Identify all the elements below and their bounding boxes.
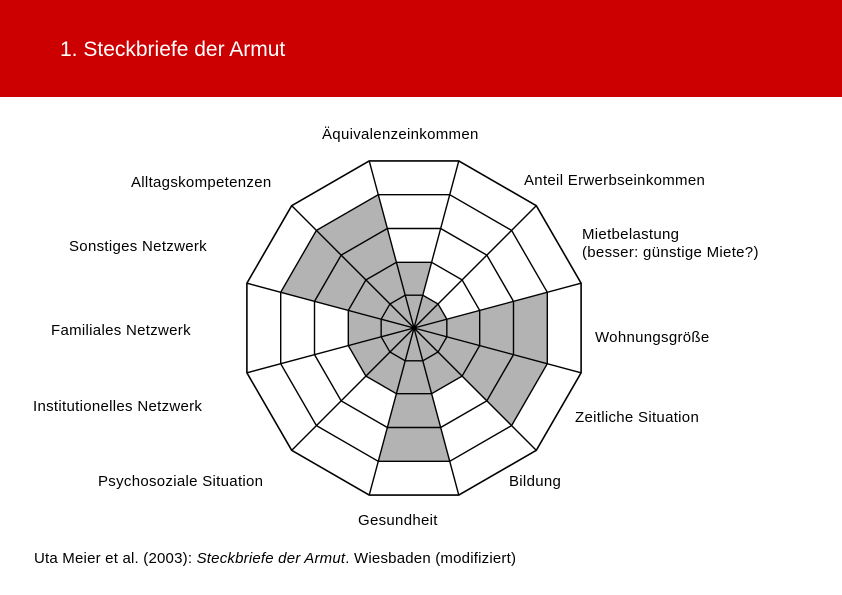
axis-label-gesundheit: Gesundheit: [358, 512, 438, 529]
axis-label-bildung: Bildung: [509, 473, 562, 490]
axis-label-sonstiges-netzwerk: Sonstiges Netzwerk: [69, 238, 207, 255]
axis-label-aequivalenzeinkommen: Äquivalenzeinkommen: [322, 126, 479, 143]
axis-label-anteil-erwerbseinkommen: Anteil Erwerbseinkommen: [524, 172, 706, 189]
axis-label-alltagskompetenzen: Alltagskompetenzen: [131, 174, 272, 191]
axis-label-familiales-netzwerk: Familiales Netzwerk: [51, 322, 191, 339]
axis-label-institutionelles-netzwerk: Institutionelles Netzwerk: [33, 398, 203, 415]
caption-title: Steckbriefe der Armut: [196, 550, 346, 567]
source-caption: [34, 550, 516, 567]
axis-label-mietbelastung: Mietbelastung (besser: günstige Miete?): [582, 226, 759, 261]
caption-prefix: Uta Meier et al. (2003):: [34, 550, 197, 567]
slide-title: 1. Steckbriefe der Armut: [60, 38, 286, 61]
caption-suffix: . Wiesbaden (modifiziert): [345, 550, 517, 567]
axis-label-wohnungsgroesse: Wohnungsgröße: [595, 329, 710, 346]
axis-label-zeitliche-situation: Zeitliche Situation: [575, 409, 700, 426]
axis-label-psychosoziale-situation: Psychosoziale Situation: [98, 473, 264, 490]
